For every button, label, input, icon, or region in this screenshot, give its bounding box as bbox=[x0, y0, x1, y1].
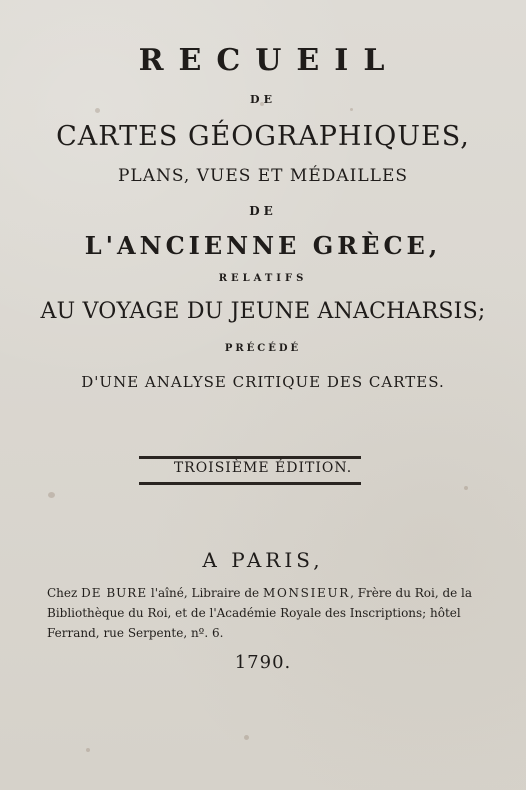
title-de-second: DE bbox=[249, 204, 277, 218]
edition-rule-top bbox=[139, 456, 361, 459]
title-grece: L'ANCIENNE GRÈCE, bbox=[84, 231, 442, 260]
paper-spot bbox=[86, 748, 90, 752]
title-cartes: CARTES GÉOGRAPHIQUES, bbox=[56, 121, 470, 152]
paper-spot bbox=[464, 486, 468, 490]
paper-spot bbox=[244, 735, 249, 740]
edition-rule-bottom bbox=[139, 482, 361, 485]
imprint-line-2: Bibliothèque du Roi, et de l'Académie Royale des Inscriptions; hôtel bbox=[47, 606, 461, 620]
title-de: DE bbox=[250, 93, 276, 106]
publication-place: A PARIS, bbox=[202, 548, 324, 572]
imprint-line-1 bbox=[47, 583, 473, 603]
paper-spot bbox=[350, 108, 353, 111]
title-voyage: AU VOYAGE DU JEUNE ANACHARSIS; bbox=[40, 299, 486, 324]
title-plans: PLANS, VUES ET MÉDAILLES bbox=[117, 166, 408, 186]
title-recueil: RECUEIL bbox=[138, 43, 400, 78]
title-analyse: D'UNE ANALYSE CRITIQUE DES CARTES. bbox=[81, 373, 445, 391]
imprint-line-3: Ferrand, rue Serpente, nº. 6. bbox=[47, 626, 224, 640]
imprint-suffix: , Frère du Roi, de la bbox=[350, 586, 473, 600]
imprint-middle: l'aîné, Libraire de bbox=[147, 586, 263, 600]
title-relatifs: RELATIFS bbox=[218, 273, 308, 284]
paper-spot bbox=[48, 492, 55, 498]
imprint-monsieur: MONSIEUR bbox=[262, 586, 351, 600]
imprint-prefix: Chez bbox=[47, 586, 82, 600]
title-precede: PRÉCÉDÉ bbox=[224, 343, 302, 354]
imprint-publisher: DE BURE bbox=[81, 586, 148, 600]
edition-label: TROISIÈME ÉDITION. bbox=[173, 460, 353, 476]
imprint-block bbox=[47, 583, 473, 643]
paper-spot bbox=[95, 108, 100, 113]
publication-year: 1790. bbox=[234, 652, 292, 673]
